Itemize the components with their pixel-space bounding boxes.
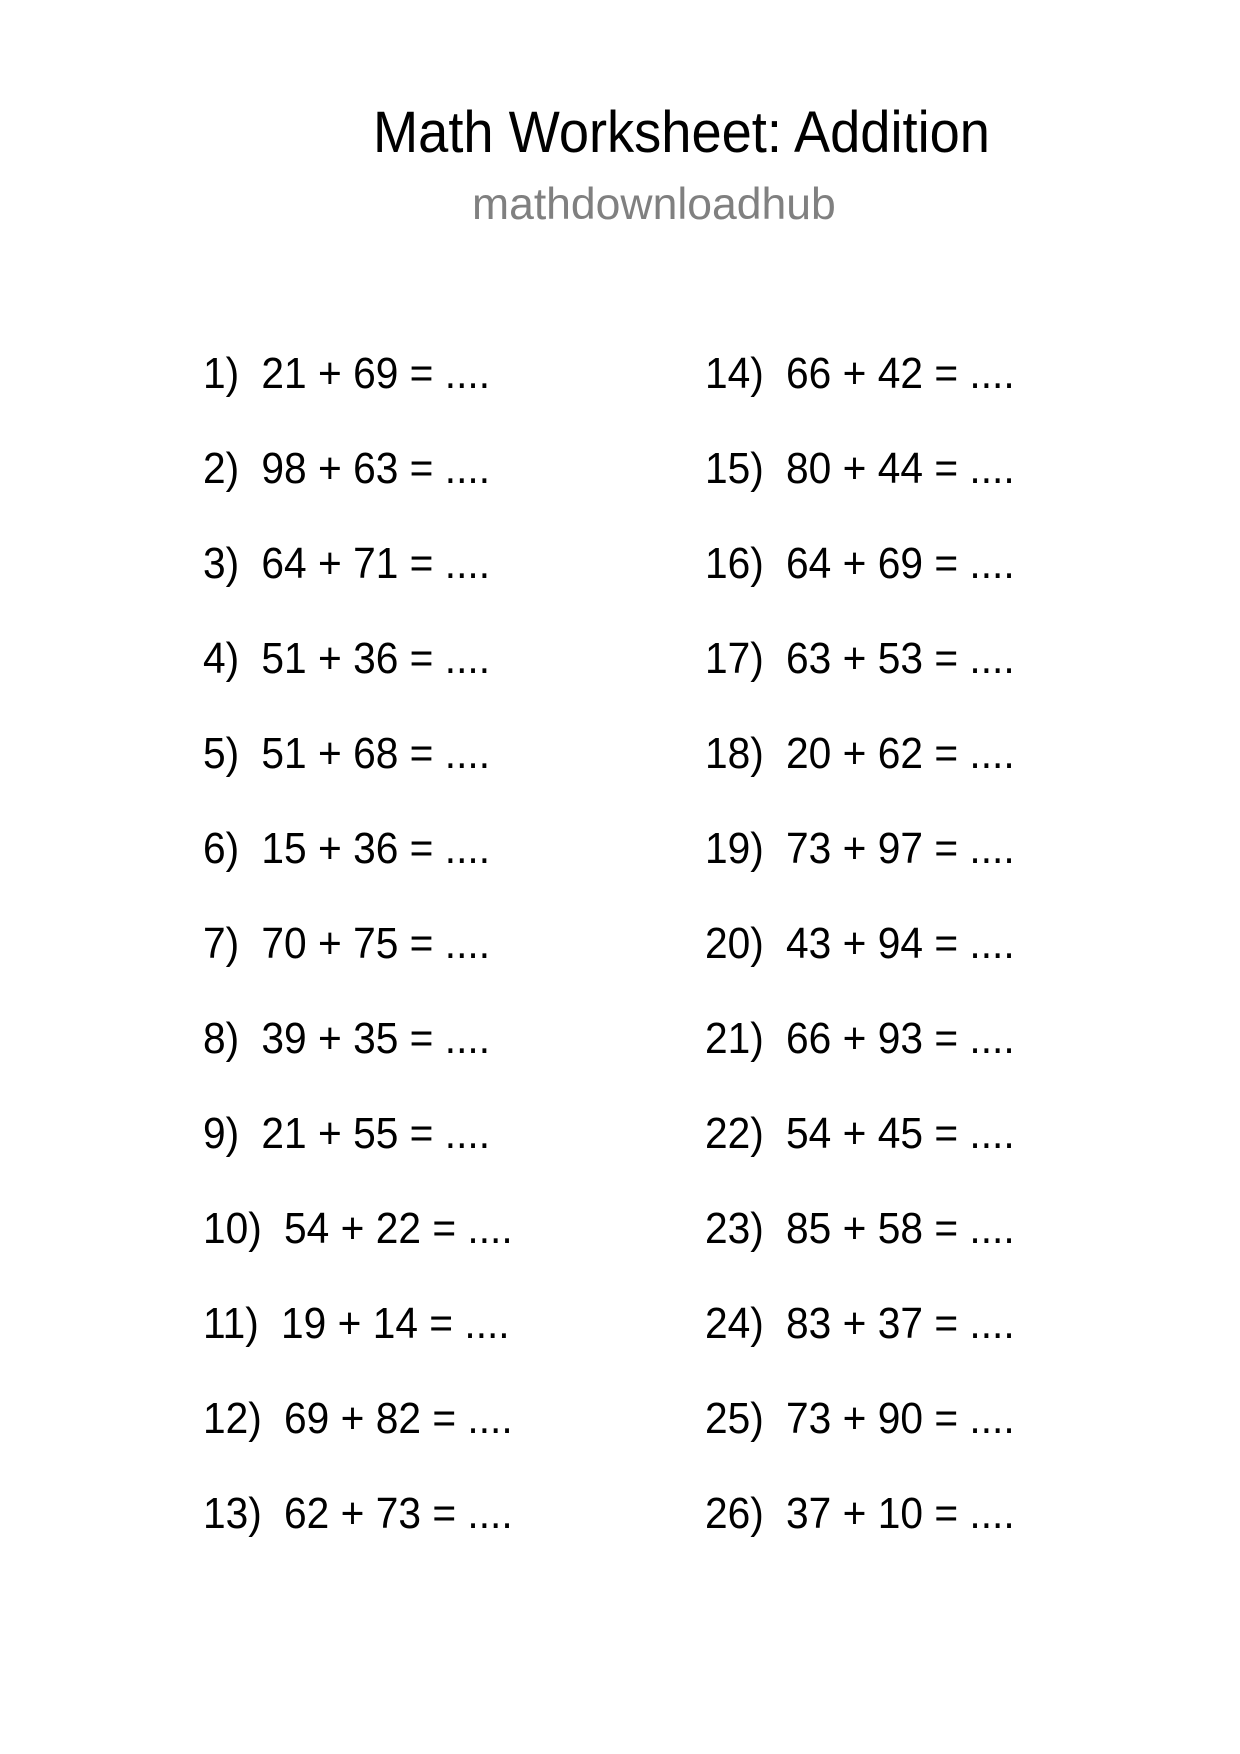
- addend-a: 66: [786, 1014, 832, 1063]
- addend-b: 35: [353, 1014, 399, 1063]
- problem-number: 14): [705, 349, 764, 398]
- problem-expression: [261, 1104, 490, 1164]
- addend-b: 63: [353, 444, 399, 493]
- problem-row: [705, 819, 1015, 914]
- addend-b: 44: [877, 444, 923, 493]
- answer-blank[interactable]: ....: [464, 1299, 510, 1348]
- answer-blank[interactable]: ....: [467, 1489, 513, 1538]
- plus-sign: +: [340, 1204, 365, 1253]
- addend-a: 83: [786, 1299, 832, 1348]
- problem-expression: [786, 724, 1015, 784]
- problem-expression: [261, 439, 490, 499]
- plus-sign: +: [340, 1489, 365, 1538]
- equals-sign: =: [432, 1489, 457, 1538]
- problem-number: 23): [705, 1204, 764, 1253]
- addend-b: 73: [375, 1489, 421, 1538]
- answer-blank[interactable]: ....: [444, 1014, 491, 1063]
- answer-blank[interactable]: ....: [444, 824, 491, 873]
- problem-number: 21): [705, 1014, 764, 1063]
- answer-blank[interactable]: ....: [467, 1204, 513, 1253]
- problem-number: 17): [705, 634, 764, 683]
- answer-blank[interactable]: ....: [969, 444, 1015, 493]
- equals-sign: =: [934, 539, 959, 588]
- addend-b: 14: [372, 1299, 418, 1348]
- answer-blank[interactable]: ....: [444, 444, 491, 493]
- problem-row: [203, 914, 513, 1009]
- problem-row: [203, 1484, 513, 1579]
- page-title: Math Worksheet: Addition: [373, 100, 990, 165]
- answer-blank[interactable]: ....: [969, 1489, 1015, 1538]
- answer-blank[interactable]: ....: [969, 729, 1015, 778]
- addend-a: 20: [786, 729, 832, 778]
- problem-row: [705, 344, 1015, 439]
- problem-number: 19): [705, 824, 764, 873]
- equals-sign: =: [934, 1489, 959, 1538]
- problem-row: [203, 1199, 513, 1294]
- addend-a: 51: [261, 634, 307, 683]
- problem-number: 22): [705, 1109, 764, 1158]
- equals-sign: =: [934, 1204, 959, 1253]
- equals-sign: =: [409, 444, 434, 493]
- equals-sign: =: [409, 919, 434, 968]
- plus-sign: +: [842, 919, 867, 968]
- addend-b: 94: [877, 919, 923, 968]
- problem-number: 10): [203, 1204, 262, 1253]
- answer-blank[interactable]: ....: [969, 634, 1015, 683]
- addend-a: 39: [261, 1014, 307, 1063]
- answer-blank[interactable]: ....: [444, 1109, 491, 1158]
- addend-a: 85: [786, 1204, 832, 1253]
- answer-blank[interactable]: ....: [969, 1299, 1015, 1348]
- plus-sign: +: [317, 824, 342, 873]
- plus-sign: +: [317, 1109, 342, 1158]
- plus-sign: +: [337, 1299, 362, 1348]
- problem-number: 26): [705, 1489, 764, 1538]
- equals-sign: =: [409, 349, 434, 398]
- problem-number: 4): [203, 634, 240, 683]
- problem-number: 16): [705, 539, 764, 588]
- addend-b: 45: [877, 1109, 923, 1158]
- problem-row: [705, 439, 1015, 534]
- equals-sign: =: [409, 1014, 434, 1063]
- problem-row: [705, 629, 1015, 724]
- problem-row: [203, 1294, 513, 1389]
- plus-sign: +: [317, 444, 342, 493]
- answer-blank[interactable]: ....: [969, 1394, 1015, 1443]
- problem-expression: [786, 1389, 1015, 1449]
- problem-number: 3): [203, 539, 240, 588]
- problem-expression: [261, 914, 490, 974]
- answer-blank[interactable]: ....: [969, 919, 1015, 968]
- equals-sign: =: [934, 1014, 959, 1063]
- problem-expression: [281, 1294, 510, 1354]
- addend-a: 98: [261, 444, 307, 493]
- addend-a: 54: [786, 1109, 832, 1158]
- problem-expression: [786, 1104, 1015, 1164]
- problem-number: 6): [203, 824, 240, 873]
- plus-sign: +: [317, 919, 342, 968]
- addend-a: 62: [284, 1489, 330, 1538]
- plus-sign: +: [842, 1299, 867, 1348]
- equals-sign: =: [409, 634, 434, 683]
- addend-a: 70: [261, 919, 307, 968]
- addend-a: 73: [786, 1394, 832, 1443]
- plus-sign: +: [842, 444, 867, 493]
- equals-sign: =: [409, 729, 434, 778]
- problem-expression: [786, 439, 1015, 499]
- answer-blank[interactable]: ....: [444, 919, 491, 968]
- answer-blank[interactable]: ....: [969, 824, 1015, 873]
- problem-number: 18): [705, 729, 764, 778]
- problem-expression: [261, 1009, 490, 1069]
- addend-a: 64: [786, 539, 832, 588]
- problem-row: [705, 1294, 1015, 1389]
- addend-a: 54: [284, 1204, 330, 1253]
- plus-sign: +: [842, 1109, 867, 1158]
- addend-b: 42: [877, 349, 923, 398]
- addend-a: 73: [786, 824, 832, 873]
- problem-row: [203, 534, 513, 629]
- problem-row: [203, 629, 513, 724]
- problem-row: [705, 914, 1015, 1009]
- plus-sign: +: [842, 1014, 867, 1063]
- equals-sign: =: [934, 634, 959, 683]
- problem-row: [705, 534, 1015, 629]
- problem-expression: [261, 344, 490, 404]
- addend-a: 15: [261, 824, 307, 873]
- problem-number: 2): [203, 444, 240, 493]
- problem-number: 20): [705, 919, 764, 968]
- problem-row: [203, 344, 513, 439]
- addend-b: 75: [353, 919, 399, 968]
- addend-b: 22: [375, 1204, 421, 1253]
- problem-number: 9): [203, 1109, 240, 1158]
- equals-sign: =: [934, 824, 959, 873]
- plus-sign: +: [842, 1204, 867, 1253]
- answer-blank[interactable]: ....: [969, 1204, 1015, 1253]
- equals-sign: =: [432, 1394, 457, 1443]
- problem-expression: [261, 534, 490, 594]
- addend-a: 43: [786, 919, 832, 968]
- problem-row: [705, 1389, 1015, 1484]
- addend-b: 10: [877, 1489, 923, 1538]
- problem-expression: [284, 1389, 513, 1449]
- plus-sign: +: [317, 729, 342, 778]
- problem-expression: [786, 1199, 1015, 1259]
- problem-number: 12): [203, 1394, 262, 1443]
- problem-expression: [261, 819, 490, 879]
- plus-sign: +: [842, 539, 867, 588]
- problem-number: 25): [705, 1394, 764, 1443]
- problem-row: [203, 1009, 513, 1104]
- problem-row: [705, 724, 1015, 819]
- plus-sign: +: [842, 824, 867, 873]
- answer-blank[interactable]: ....: [969, 539, 1015, 588]
- plus-sign: +: [317, 349, 342, 398]
- equals-sign: =: [409, 1109, 434, 1158]
- problem-number: 15): [705, 444, 764, 493]
- addend-b: 55: [353, 1109, 399, 1158]
- problem-number: 24): [705, 1299, 764, 1348]
- problem-expression: [786, 819, 1015, 879]
- equals-sign: =: [934, 1394, 959, 1443]
- problem-row: [705, 1009, 1015, 1104]
- addend-b: 68: [353, 729, 399, 778]
- problem-row: [705, 1484, 1015, 1579]
- problem-expression: [786, 1294, 1015, 1354]
- plus-sign: +: [317, 634, 342, 683]
- problem-number: 1): [203, 349, 240, 398]
- plus-sign: +: [842, 634, 867, 683]
- problem-expression: [284, 1484, 513, 1544]
- plus-sign: +: [340, 1394, 365, 1443]
- problem-number: 11): [203, 1299, 259, 1348]
- problem-row: [203, 1389, 513, 1484]
- equals-sign: =: [409, 539, 434, 588]
- problem-row: [203, 439, 513, 534]
- addend-b: 97: [877, 824, 923, 873]
- answer-blank[interactable]: ....: [969, 349, 1015, 398]
- problem-expression: [786, 1484, 1015, 1544]
- answer-blank[interactable]: ....: [467, 1394, 513, 1443]
- equals-sign: =: [934, 349, 959, 398]
- problem-number: 7): [203, 919, 240, 968]
- plus-sign: +: [317, 1014, 342, 1063]
- equals-sign: =: [432, 1204, 457, 1253]
- addend-b: 36: [353, 824, 399, 873]
- problem-expression: [786, 914, 1015, 974]
- problem-number: 13): [203, 1489, 262, 1538]
- addend-a: 66: [786, 349, 832, 398]
- plus-sign: +: [842, 1394, 867, 1443]
- answer-blank[interactable]: ....: [444, 634, 491, 683]
- problem-expression: [786, 344, 1015, 404]
- addend-b: 62: [877, 729, 923, 778]
- addend-b: 36: [353, 634, 399, 683]
- answer-blank[interactable]: ....: [444, 539, 491, 588]
- addend-b: 53: [877, 634, 923, 683]
- addend-a: 69: [284, 1394, 330, 1443]
- plus-sign: +: [842, 1489, 867, 1538]
- addend-b: 58: [877, 1204, 923, 1253]
- problem-row: [203, 724, 513, 819]
- problem-expression: [786, 629, 1015, 689]
- problem-expression: [786, 534, 1015, 594]
- problem-row: [203, 1104, 513, 1199]
- problem-row: [705, 1199, 1015, 1294]
- addend-b: 90: [877, 1394, 923, 1443]
- addend-a: 51: [261, 729, 307, 778]
- problems-left-column: [203, 344, 538, 1579]
- addend-b: 82: [375, 1394, 421, 1443]
- problem-number: 5): [203, 729, 240, 778]
- problem-row: [203, 819, 513, 914]
- answer-blank[interactable]: ....: [444, 349, 491, 398]
- equals-sign: =: [934, 1299, 959, 1348]
- problem-expression: [261, 629, 490, 689]
- problem-number: 8): [203, 1014, 240, 1063]
- plus-sign: +: [317, 539, 342, 588]
- addend-a: 19: [281, 1299, 327, 1348]
- addend-a: 80: [786, 444, 832, 493]
- answer-blank[interactable]: ....: [969, 1109, 1015, 1158]
- answer-blank[interactable]: ....: [969, 1014, 1015, 1063]
- problem-expression: [284, 1199, 513, 1259]
- addend-a: 37: [786, 1489, 832, 1538]
- addend-b: 69: [353, 349, 399, 398]
- plus-sign: +: [842, 729, 867, 778]
- problem-row: [705, 1104, 1015, 1199]
- addend-a: 21: [261, 1109, 307, 1158]
- problems-right-column: [705, 344, 1040, 1579]
- answer-blank[interactable]: ....: [444, 729, 491, 778]
- addend-a: 64: [261, 539, 307, 588]
- problem-expression: [786, 1009, 1015, 1069]
- equals-sign: =: [409, 824, 434, 873]
- plus-sign: +: [842, 349, 867, 398]
- addend-b: 71: [353, 539, 399, 588]
- addend-a: 21: [261, 349, 307, 398]
- addend-b: 69: [877, 539, 923, 588]
- addend-b: 37: [877, 1299, 923, 1348]
- equals-sign: =: [934, 1109, 959, 1158]
- site-watermark: mathdownloadhub: [472, 180, 836, 229]
- equals-sign: =: [934, 444, 959, 493]
- problem-expression: [261, 724, 490, 784]
- equals-sign: =: [934, 729, 959, 778]
- addend-b: 93: [877, 1014, 923, 1063]
- addend-a: 63: [786, 634, 832, 683]
- equals-sign: =: [429, 1299, 454, 1348]
- equals-sign: =: [934, 919, 959, 968]
